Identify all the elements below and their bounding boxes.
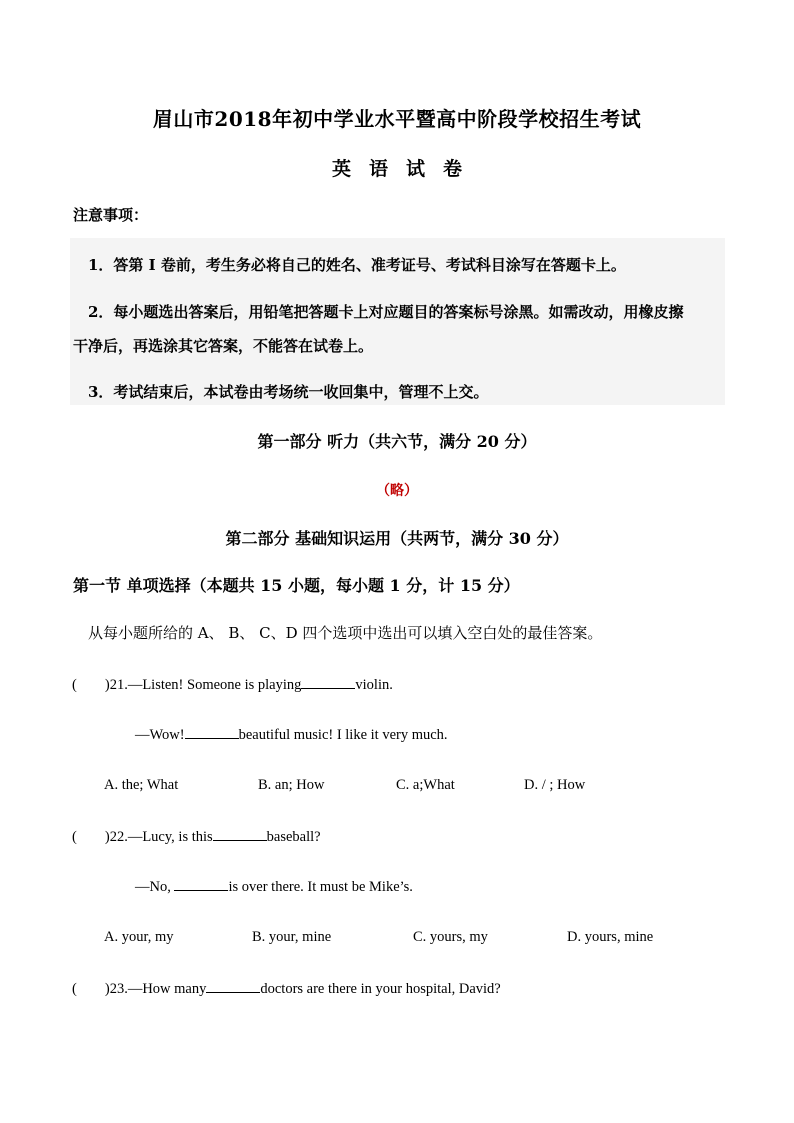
question-21-option-b[interactable]: B. an; How — [258, 777, 325, 793]
exam-subtitle: 英语试卷 — [331, 158, 480, 180]
question-text: violin. — [355, 677, 393, 693]
note-item-2-continued: 干净后，再选涂其它答案，不能答在试卷上。 — [73, 337, 374, 355]
fill-blank — [213, 828, 267, 841]
answer-paren-open: ( — [72, 981, 77, 997]
question-21-option-c[interactable]: C. a;What — [396, 777, 455, 793]
note-item-2: 2．每小题选出答案后，用铅笔把答题卡上对应题目的答案标号涂黑。如需改动，用橡皮擦 — [88, 303, 684, 321]
answer-paren-open: ( — [72, 677, 77, 693]
question-text: doctors are there in your hospital, David? — [260, 981, 501, 997]
section1-instruction: 从每小题所给的 A、 B、 C、D 四个选项中选出可以填入空白处的最佳答案。 — [88, 624, 603, 642]
question-number: 22. — [109, 829, 128, 845]
question-text: beautiful music! I like it very much. — [238, 727, 448, 743]
exam-title: 眉山市2018年初中学业水平暨高中阶段学校招生考试 — [152, 107, 642, 131]
section1-heading: 第一节 单项选择（本题共 15 小题，每小题 1 分，计 15 分） — [73, 576, 520, 595]
fill-blank — [301, 676, 355, 689]
part1-omitted-note: （略） — [376, 483, 418, 499]
question-22-option-d[interactable]: D. yours, mine — [567, 929, 654, 945]
question-text: —Lucy, is this — [127, 829, 213, 845]
part2-heading: 第二部分 基础知识运用（共两节，满分 30 分） — [225, 529, 569, 548]
question-text: —How many — [127, 981, 207, 997]
question-21-line2 — [135, 726, 448, 744]
answer-paren-close: ) — [104, 829, 110, 845]
note-item-1: 1．答第 I 卷前，考生务必将自己的姓名、准考证号、考试科目涂写在答题卡上。 — [88, 256, 626, 274]
question-21-line1 — [72, 676, 393, 694]
question-text: is over there. It must be Mike’s. — [228, 879, 413, 895]
question-21-option-d[interactable]: D. / ; How — [524, 777, 586, 793]
notes-heading: 注意事项： — [73, 206, 149, 224]
answer-paren-close: ) — [104, 981, 110, 997]
answer-paren-close: ) — [104, 677, 110, 693]
question-22-option-c[interactable]: C. yours, my — [413, 929, 488, 945]
part1-heading: 第一部分 听力（共六节，满分 20 分） — [257, 432, 537, 451]
question-22-line2 — [135, 878, 413, 896]
question-number: 21. — [109, 677, 128, 693]
question-number: 23. — [109, 981, 128, 997]
question-22-option-b[interactable]: B. your, mine — [252, 929, 332, 945]
question-text: —No, — [135, 879, 175, 895]
question-text: —Listen! Someone is playing — [127, 677, 302, 693]
fill-blank — [206, 980, 260, 993]
fill-blank — [174, 878, 228, 891]
question-23-line1 — [72, 980, 501, 998]
notes-box — [70, 238, 725, 405]
question-21-option-a[interactable]: A. the; What — [104, 777, 179, 793]
question-text: —Wow! — [135, 727, 185, 743]
answer-paren-open: ( — [72, 829, 77, 845]
fill-blank — [185, 726, 239, 739]
question-22-option-a[interactable]: A. your, my — [104, 929, 174, 945]
note-item-3: 3．考试结束后，本试卷由考场统一收回集中，管理不上交。 — [88, 383, 489, 401]
question-22-line1 — [72, 828, 321, 846]
question-text: baseball? — [266, 829, 321, 845]
